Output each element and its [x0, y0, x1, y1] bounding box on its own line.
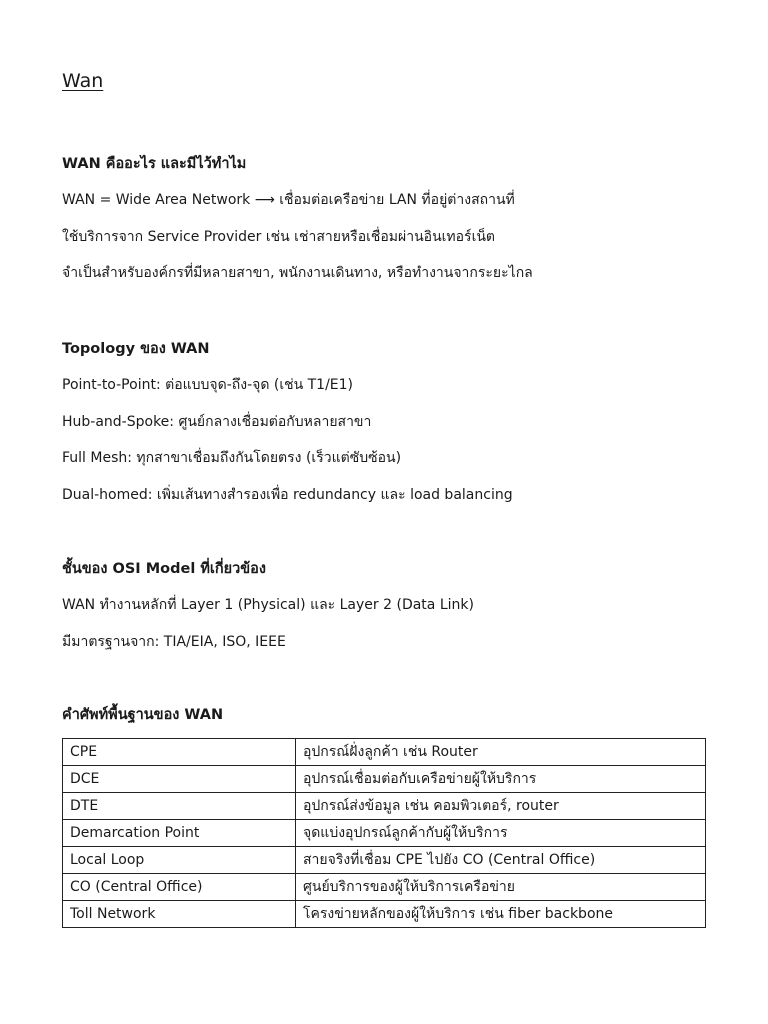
term-cell: Demarcation Point [63, 820, 296, 847]
desc-cell: โครงข่ายหลักของผู้ให้บริการ เช่น fiber backbone [296, 901, 706, 928]
section-what-is-wan [62, 152, 722, 298]
table-row [63, 739, 706, 766]
section-line: WAN ทำงานหลักที่ Layer 1 (Physical) และ Layer 2 (Data Link) [62, 597, 474, 613]
section-heading: ชั้นของ OSI Model ที่เกี่ยวข้อง [62, 561, 266, 577]
document-title: Wan [62, 70, 104, 92]
table-row [63, 847, 706, 874]
term-cell: Toll Network [63, 901, 296, 928]
section-line: Hub-and-Spoke: ศูนย์กลางเชื่อมต่อกับหลายสาขา [62, 413, 372, 430]
section-line: ใช้บริการจาก Service Provider เช่น เช่าสายหรือเชื่อมผ่านอินเทอร์เน็ต [62, 228, 496, 245]
table-row [63, 766, 706, 793]
section-heading: Topology ของ WAN [62, 341, 210, 357]
term-cell: Local Loop [63, 847, 296, 874]
desc-cell: อุปกรณ์เชื่อมต่อกับเครือข่ายผู้ให้บริการ [296, 766, 706, 793]
term-cell: DCE [63, 766, 296, 793]
desc-cell: อุปกรณ์ฝั่งลูกค้า เช่น Router [296, 739, 706, 766]
desc-cell: จุดแบ่งอุปกรณ์ลูกค้ากับผู้ให้บริการ [296, 820, 706, 847]
section-line: จำเป็นสำหรับองค์กรที่มีหลายสาขา, พนักงานเดินทาง, หรือทำงานจากระยะไกล [62, 265, 533, 281]
desc-cell: สายจริงที่เชื่อม CPE ไปยัง CO (Central Office) [296, 847, 706, 874]
section-heading: คำศัพท์พื้นฐานของ WAN [62, 707, 224, 723]
section-line: Point-to-Point: ต่อแบบจุด-ถึง-จุด (เช่น T1/E1) [62, 377, 354, 393]
section-line: Full Mesh: ทุกสาขาเชื่อมถึงกันโดยตรง (เร็วแต่ซับซ้อน) [62, 450, 402, 466]
section-heading: WAN คืออะไร และมีไว้ทำไม [62, 156, 247, 172]
term-cell: CO (Central Office) [63, 874, 296, 901]
section-line: Dual-homed: เพิ่มเส้นทางสำรองเพื่อ redundancy และ load balancing [62, 486, 513, 503]
table-row [63, 820, 706, 847]
section-topology [62, 337, 722, 519]
table-row [63, 874, 706, 901]
term-cell: DTE [63, 793, 296, 820]
desc-cell: ศูนย์บริการของผู้ให้บริการเครือข่าย [296, 874, 706, 901]
term-cell: CPE [63, 739, 296, 766]
desc-cell: อุปกรณ์ส่งข้อมูล เช่น คอมพิวเตอร์, router [296, 793, 706, 820]
section-terms [62, 703, 722, 739]
table-row [63, 901, 706, 928]
section-line: มีมาตรฐานจาก: TIA/EIA, ISO, IEEE [62, 633, 286, 650]
section-osi-layers [62, 557, 722, 666]
section-line: WAN = Wide Area Network ⟶ เชื่อมต่อเครือข่าย LAN ที่อยู่ต่างสถานที่ [62, 192, 515, 208]
terms-table [62, 738, 706, 928]
table-row [63, 793, 706, 820]
